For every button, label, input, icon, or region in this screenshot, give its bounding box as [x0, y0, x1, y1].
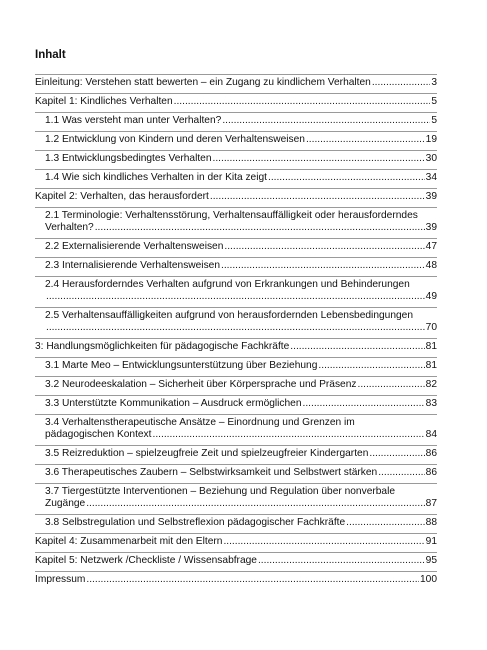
toc-entry-title: Kapitel 5: Netzwerk /Checkliste / Wissensabfrage: [35, 555, 257, 566]
dot-leader: [306, 134, 425, 146]
toc-entry-title-line1: 2.1 Terminologie: Verhaltensstörung, Verhaltensauffälligkeit oder herausforderndes: [45, 210, 418, 221]
dot-leader: [346, 517, 425, 529]
dot-leader: [174, 96, 431, 108]
dot-leader: [303, 398, 425, 410]
toc-entry-2-1[interactable]: [35, 208, 437, 238]
toc-entry-3-8[interactable]: [35, 515, 437, 533]
toc-entry-title-line2: pädagogischen Kontext: [45, 429, 152, 440]
toc-entry-page: 81: [425, 360, 437, 371]
toc-entry-page: 88: [425, 517, 437, 528]
toc-entry-title: Kapitel 2: Verhalten, das herausfordert: [35, 191, 209, 202]
toc-entry-page: 34: [425, 172, 437, 183]
toc-entry-title: 3.1 Marte Meo – Entwicklungsunterstützung über Beziehung: [45, 360, 318, 371]
toc-entry-page: 30: [425, 153, 437, 164]
dot-leader: [222, 115, 430, 127]
toc-entry-chapter-4[interactable]: [35, 534, 437, 552]
dot-leader: [290, 341, 424, 353]
toc-entry-page: 91: [425, 536, 437, 547]
toc-entry-page: 86: [425, 467, 437, 478]
toc-entry-page: 87: [425, 498, 437, 509]
dot-leader: [372, 77, 430, 89]
toc-entry-title: 3.8 Selbstregulation und Selbstreflexion pädagogischer Fachkräfte: [45, 517, 346, 528]
dot-leader: [258, 555, 425, 567]
toc-heading: Inhalt: [35, 49, 66, 61]
toc-entry-3-3[interactable]: [35, 396, 437, 414]
toc-entry-title: 2.2 Externalisierende Verhaltensweisen: [45, 241, 224, 252]
toc-entry-page: 82: [425, 379, 437, 390]
toc-entry-chapter-5[interactable]: [35, 553, 437, 571]
toc-entry-2-3[interactable]: [35, 258, 437, 276]
dot-leader: [86, 498, 424, 510]
dot-leader: [153, 429, 425, 441]
dot-leader: [210, 191, 425, 203]
toc-entry-title: 3.6 Therapeutisches Zaubern – Selbstwirksamkeit und Selbstwert stärken: [45, 467, 378, 478]
toc-entry-3-7[interactable]: [35, 484, 437, 514]
toc-entry-title: 3.2 Neurodeeskalation – Sicherheit über Körpersprache und Präsenz: [45, 379, 357, 390]
toc-entry-page: 70: [425, 322, 437, 333]
dot-leader: [318, 360, 424, 372]
table-of-contents: [35, 74, 437, 590]
dot-leader: [378, 467, 424, 479]
toc-entry-page: 5: [431, 115, 437, 126]
toc-entry-introduction[interactable]: [35, 75, 437, 93]
toc-entry-title: Einleitung: Verstehen statt bewerten – ein Zugang zu kindlichem Verhalten: [35, 77, 371, 88]
toc-entry-title-line1: 2.5 Verhaltensauffälligkeiten aufgrund von herausfordernden Lebensbedingungen: [45, 310, 413, 321]
toc-entry-2-2[interactable]: [35, 239, 437, 257]
dot-leader: [213, 153, 425, 165]
toc-entry-1-4[interactable]: [35, 170, 437, 188]
toc-entry-title: 1.1 Was versteht man unter Verhalten?: [45, 115, 222, 126]
toc-entry-title: 1.4 Wie sich kindliches Verhalten in der Kita zeigt: [45, 172, 267, 183]
toc-entry-title-line1: 2.4 Herausforderndes Verhalten aufgrund von Erkrankungen und Behinderungen: [45, 279, 410, 290]
toc-entry-page: 100: [420, 574, 437, 585]
toc-entry-title: 3.5 Reizreduktion – spielzeugfreie Zeit und spielzeugfreier Kindergarten: [45, 448, 369, 459]
toc-entry-chapter-2[interactable]: [35, 189, 437, 207]
dot-leader: [224, 241, 424, 253]
toc-entry-page: 81: [425, 341, 437, 352]
toc-entry-impressum[interactable]: [35, 572, 437, 590]
toc-entry-title-line1: 3.4 Verhaltenstherapeutische Ansätze – Einordnung und Grenzen im: [45, 417, 355, 428]
toc-entry-title: 1.3 Entwicklungsbedingtes Verhalten: [45, 153, 212, 164]
toc-entry-page: 3: [431, 77, 437, 88]
toc-entry-title: 2.3 Internalisierende Verhaltensweisen: [45, 260, 220, 271]
toc-entry-page: 83: [425, 398, 437, 409]
toc-entry-chapter-1[interactable]: [35, 94, 437, 112]
toc-entry-1-1[interactable]: [35, 113, 437, 131]
toc-entry-page: 49: [425, 291, 437, 302]
toc-entry-title: 1.2 Entwicklung von Kindern und deren Verhaltensweisen: [45, 134, 305, 145]
toc-entry-3-6[interactable]: [35, 465, 437, 483]
toc-entry-3-5[interactable]: [35, 446, 437, 464]
toc-entry-title: Kapitel 1: Kindliches Verhalten: [35, 96, 173, 107]
dot-leader: [86, 574, 419, 586]
toc-entry-title-line1: 3.7 Tiergestützte Interventionen – Beziehung und Regulation über nonverbale: [45, 486, 396, 497]
dot-leader: [357, 379, 424, 391]
toc-entry-chapter-3[interactable]: [35, 339, 437, 357]
toc-entry-page: 39: [425, 222, 437, 233]
toc-entry-page: 47: [425, 241, 437, 252]
toc-entry-title-line2: Zugänge: [45, 498, 86, 509]
toc-entry-title: Impressum: [35, 574, 86, 585]
dot-leader: [268, 172, 425, 184]
toc-entry-page: 39: [425, 191, 437, 202]
toc-entry-1-3[interactable]: [35, 151, 437, 169]
dot-leader: [95, 222, 425, 234]
toc-entry-1-2[interactable]: [35, 132, 437, 150]
toc-entry-title: 3: Handlungsmöglichkeiten für pädagogische Fachkräfte: [35, 341, 290, 352]
dot-leader: [46, 322, 425, 334]
toc-entry-page: 48: [425, 260, 437, 271]
toc-entry-3-4[interactable]: [35, 415, 437, 445]
dot-leader: [221, 260, 425, 272]
dot-leader: [223, 536, 424, 548]
toc-entry-2-4[interactable]: [35, 277, 437, 307]
dot-leader: [369, 448, 424, 460]
toc-entry-page: 95: [425, 555, 437, 566]
toc-entry-3-2[interactable]: [35, 377, 437, 395]
toc-entry-title-line2: Verhalten?: [45, 222, 94, 233]
toc-entry-page: 19: [425, 134, 437, 145]
dot-leader: [46, 291, 425, 303]
toc-entry-page: 84: [425, 429, 437, 440]
toc-entry-2-5[interactable]: [35, 308, 437, 338]
toc-entry-title: Kapitel 4: Zusammenarbeit mit den Eltern: [35, 536, 223, 547]
toc-entry-page: 86: [425, 448, 437, 459]
toc-entry-3-1[interactable]: [35, 358, 437, 376]
toc-entry-page: 5: [431, 96, 437, 107]
toc-entry-title: 3.3 Unterstützte Kommunikation – Ausdruck ermöglichen: [45, 398, 302, 409]
